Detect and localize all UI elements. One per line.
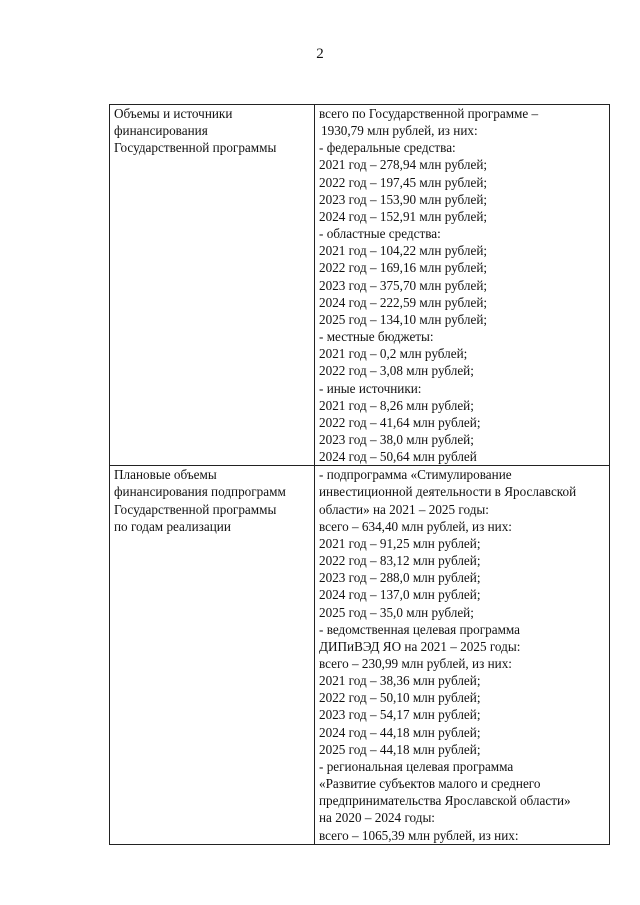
value-line: 2023 год – 288,0 млн рублей; [319,570,481,586]
value-line: предпринимательства Ярославской области» [319,793,571,809]
value-line: инвестиционной деятельности в Ярославской [319,484,577,500]
row-value-cell [315,105,610,466]
value-line: - региональная целевая программа [319,758,514,774]
value-line: 2022 год – 50,10 млн рублей; [319,690,481,706]
value-line: 2025 год – 35,0 млн рублей; [319,604,474,620]
label-line: Объемы и источники [114,106,233,121]
value-line: 2025 год – 44,18 млн рублей; [319,741,481,757]
value-line: 1930,79 млн рублей, из них: [321,123,478,139]
label-line: Плановые объемы [114,467,217,483]
value-line: - областные средства: [319,226,441,242]
value-line: 2021 год – 0,2 млн рублей; [319,346,468,362]
label-line: финансирования подпрограмм [114,484,286,500]
value-line: 2023 год – 153,90 млн рублей; [319,191,488,207]
value-line: на 2020 – 2024 годы: [319,810,435,826]
value-line: 2024 год – 152,91 млн рублей; [319,208,488,224]
value-line: всего по Государственной программе – [319,106,539,121]
label-line: по годам реализации [114,518,231,534]
table-row [110,105,610,466]
value-line: - иные источники: [319,380,422,396]
row-label-cell [110,105,315,466]
value-line: 2023 год – 54,17 млн рублей; [319,707,481,723]
table-row [110,466,610,844]
financing-table [109,104,610,845]
value-line: «Развитие субъектов малого и среднего [319,776,541,792]
label-line: финансирования [114,123,208,139]
label-line: Государственной программы [114,501,277,517]
value-line: 2021 год – 38,36 млн рублей; [319,673,481,689]
value-line: 2023 год – 38,0 млн рублей; [319,431,474,447]
row-value-cell [315,466,610,844]
value-line: 2024 год – 50,64 млн рублей [319,449,477,465]
value-line: 2023 год – 375,70 млн рублей; [319,277,488,293]
page-number: 2 [316,46,324,62]
value-line: всего – 634,40 млн рублей, из них: [319,518,512,534]
value-line: всего – 230,99 млн рублей, из них: [319,656,512,671]
value-line: 2022 год – 197,45 млн рублей; [319,174,488,190]
row-label-cell [110,466,315,844]
label-line: Государственной программы [114,140,277,156]
value-line: - подпрограмма «Стимулирование [319,467,512,483]
value-line: - федеральные средства: [319,140,456,156]
value-line: 2025 год – 134,10 млн рублей; [319,311,488,327]
value-line: 2024 год – 222,59 млн рублей; [319,294,488,310]
value-line: 2024 год – 44,18 млн рублей; [319,724,481,740]
value-line: 2021 год – 278,94 млн рублей; [319,157,488,173]
value-line: 2022 год – 83,12 млн рублей; [319,553,481,569]
value-line: 2022 год – 41,64 млн рублей; [319,414,481,430]
value-line: ДИПиВЭД ЯО на 2021 – 2025 годы: [319,638,521,654]
value-line: 2021 год – 91,25 млн рублей; [319,535,481,551]
value-line: - ведомственная целевая программа [319,621,521,637]
value-line: 2024 год – 137,0 млн рублей; [319,587,481,603]
value-line: 2021 год – 8,26 млн рублей; [319,397,474,413]
value-line: 2022 год – 169,16 млн рублей; [319,260,488,276]
value-line: всего – 1065,39 млн рублей, из них: [319,827,519,843]
value-line: 2022 год – 3,08 млн рублей; [319,363,474,379]
value-line: 2021 год – 104,22 млн рублей; [319,243,488,259]
value-line: - местные бюджеты: [319,329,434,345]
value-line: области» на 2021 – 2025 годы: [319,501,489,517]
